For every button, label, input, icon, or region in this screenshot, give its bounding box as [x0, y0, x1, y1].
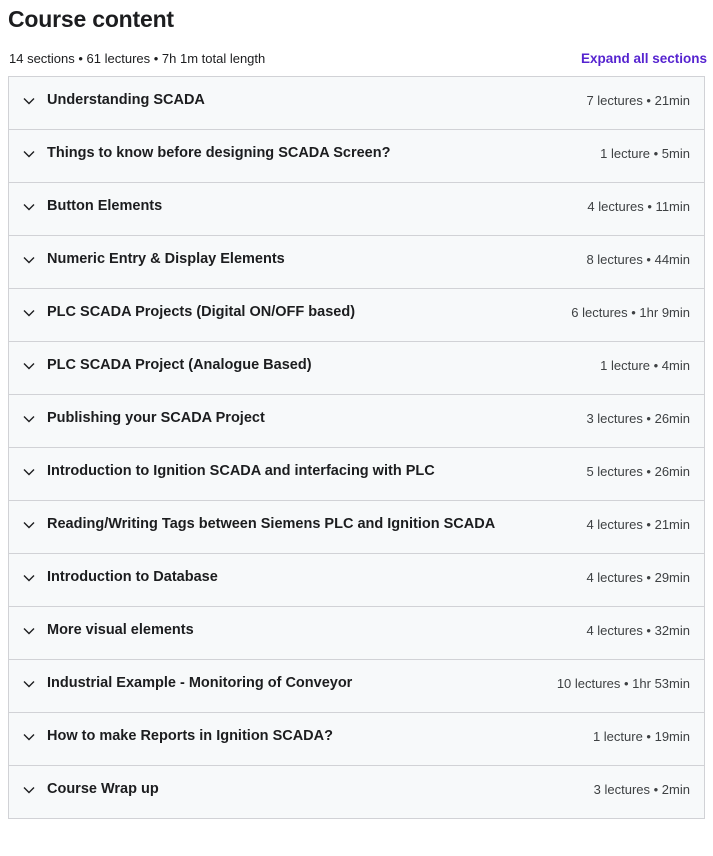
section-title: PLC SCADA Project (Analogue Based): [47, 357, 312, 373]
chevron-down-icon: [21, 93, 37, 109]
section-row[interactable]: [9, 130, 704, 183]
section-row[interactable]: [9, 554, 704, 607]
section-row[interactable]: [9, 448, 704, 501]
section-row[interactable]: [9, 77, 704, 130]
section-info: 5 lectures • 26min: [586, 464, 690, 479]
page-title: Course content: [8, 6, 174, 32]
section-header[interactable]: [21, 779, 594, 800]
chevron-down-icon: [21, 517, 37, 533]
expand-all-sections-button[interactable]: Expand all sections: [580, 51, 707, 66]
section-title: Button Elements: [47, 198, 163, 214]
section-title: Introduction to Ignition SCADA and interfacing with PLC: [47, 463, 435, 479]
chevron-down-icon: [21, 199, 37, 215]
section-info: 10 lectures • 1hr 53min: [556, 676, 690, 691]
section-title: Reading/Writing Tags between Siemens PLC and Ignition SCADA: [47, 516, 496, 532]
section-info: 6 lectures • 1hr 9min: [571, 305, 690, 320]
chevron-down-icon: [21, 623, 37, 639]
section-info: 4 lectures • 32min: [586, 623, 690, 638]
chevron-down-icon: [21, 464, 37, 480]
chevron-down-icon: [21, 411, 37, 427]
section-title: Publishing your SCADA Project: [47, 410, 265, 426]
section-info: 1 lecture • 19min: [592, 729, 690, 744]
section-header[interactable]: [21, 620, 586, 641]
section-header[interactable]: [21, 143, 600, 164]
section-title: Numeric Entry & Display Elements: [47, 251, 285, 267]
section-row[interactable]: [9, 236, 704, 289]
section-row[interactable]: [9, 607, 704, 660]
section-info: 4 lectures • 21min: [586, 517, 690, 532]
section-row[interactable]: [9, 183, 704, 236]
section-info: 4 lectures • 29min: [586, 570, 690, 585]
chevron-down-icon: [21, 570, 37, 586]
section-row[interactable]: [9, 501, 704, 554]
section-title: Industrial Example - Monitoring of Conveyor: [47, 675, 353, 691]
chevron-down-icon: [21, 358, 37, 374]
section-row[interactable]: [9, 289, 704, 342]
course-meta-row: [0, 33, 713, 76]
section-row[interactable]: [9, 766, 704, 819]
section-title: Course Wrap up: [47, 781, 159, 797]
chevron-down-icon: [21, 305, 37, 321]
section-title: More visual elements: [47, 622, 194, 638]
section-row[interactable]: [9, 713, 704, 766]
section-header[interactable]: [21, 567, 586, 588]
section-info: 8 lectures • 44min: [586, 252, 690, 267]
chevron-down-icon: [21, 782, 37, 798]
section-header[interactable]: [21, 408, 586, 429]
section-header[interactable]: [21, 514, 586, 535]
section-title: Understanding SCADA: [47, 92, 205, 108]
section-header[interactable]: [21, 726, 593, 747]
section-row[interactable]: [9, 342, 704, 395]
chevron-down-icon: [21, 146, 37, 162]
section-title: PLC SCADA Projects (Digital ON/OFF based): [47, 304, 356, 320]
section-info: 1 lecture • 5min: [600, 146, 690, 161]
section-row[interactable]: [9, 660, 704, 713]
section-header[interactable]: [21, 461, 586, 482]
section-title: Introduction to Database: [47, 569, 218, 585]
section-row[interactable]: [9, 395, 704, 448]
section-header[interactable]: [21, 90, 586, 111]
section-info: 4 lectures • 11min: [587, 199, 690, 214]
section-info: 3 lectures • 26min: [586, 411, 690, 426]
chevron-down-icon: [21, 676, 37, 692]
section-title: How to make Reports in Ignition SCADA?: [47, 728, 333, 744]
section-header[interactable]: [21, 196, 587, 217]
section-list: [8, 76, 705, 819]
section-header[interactable]: [21, 673, 557, 694]
section-header[interactable]: [21, 249, 586, 270]
section-info: 1 lecture • 4min: [600, 358, 690, 373]
section-info: 3 lectures • 2min: [593, 782, 690, 797]
section-title: Things to know before designing SCADA Screen?: [47, 145, 391, 161]
chevron-down-icon: [21, 729, 37, 745]
section-header[interactable]: [21, 355, 600, 376]
course-summary: 14 sections • 61 lectures • 7h 1m total length: [9, 51, 266, 66]
section-header[interactable]: [21, 302, 571, 323]
chevron-down-icon: [21, 252, 37, 268]
section-info: 7 lectures • 21min: [586, 93, 690, 108]
